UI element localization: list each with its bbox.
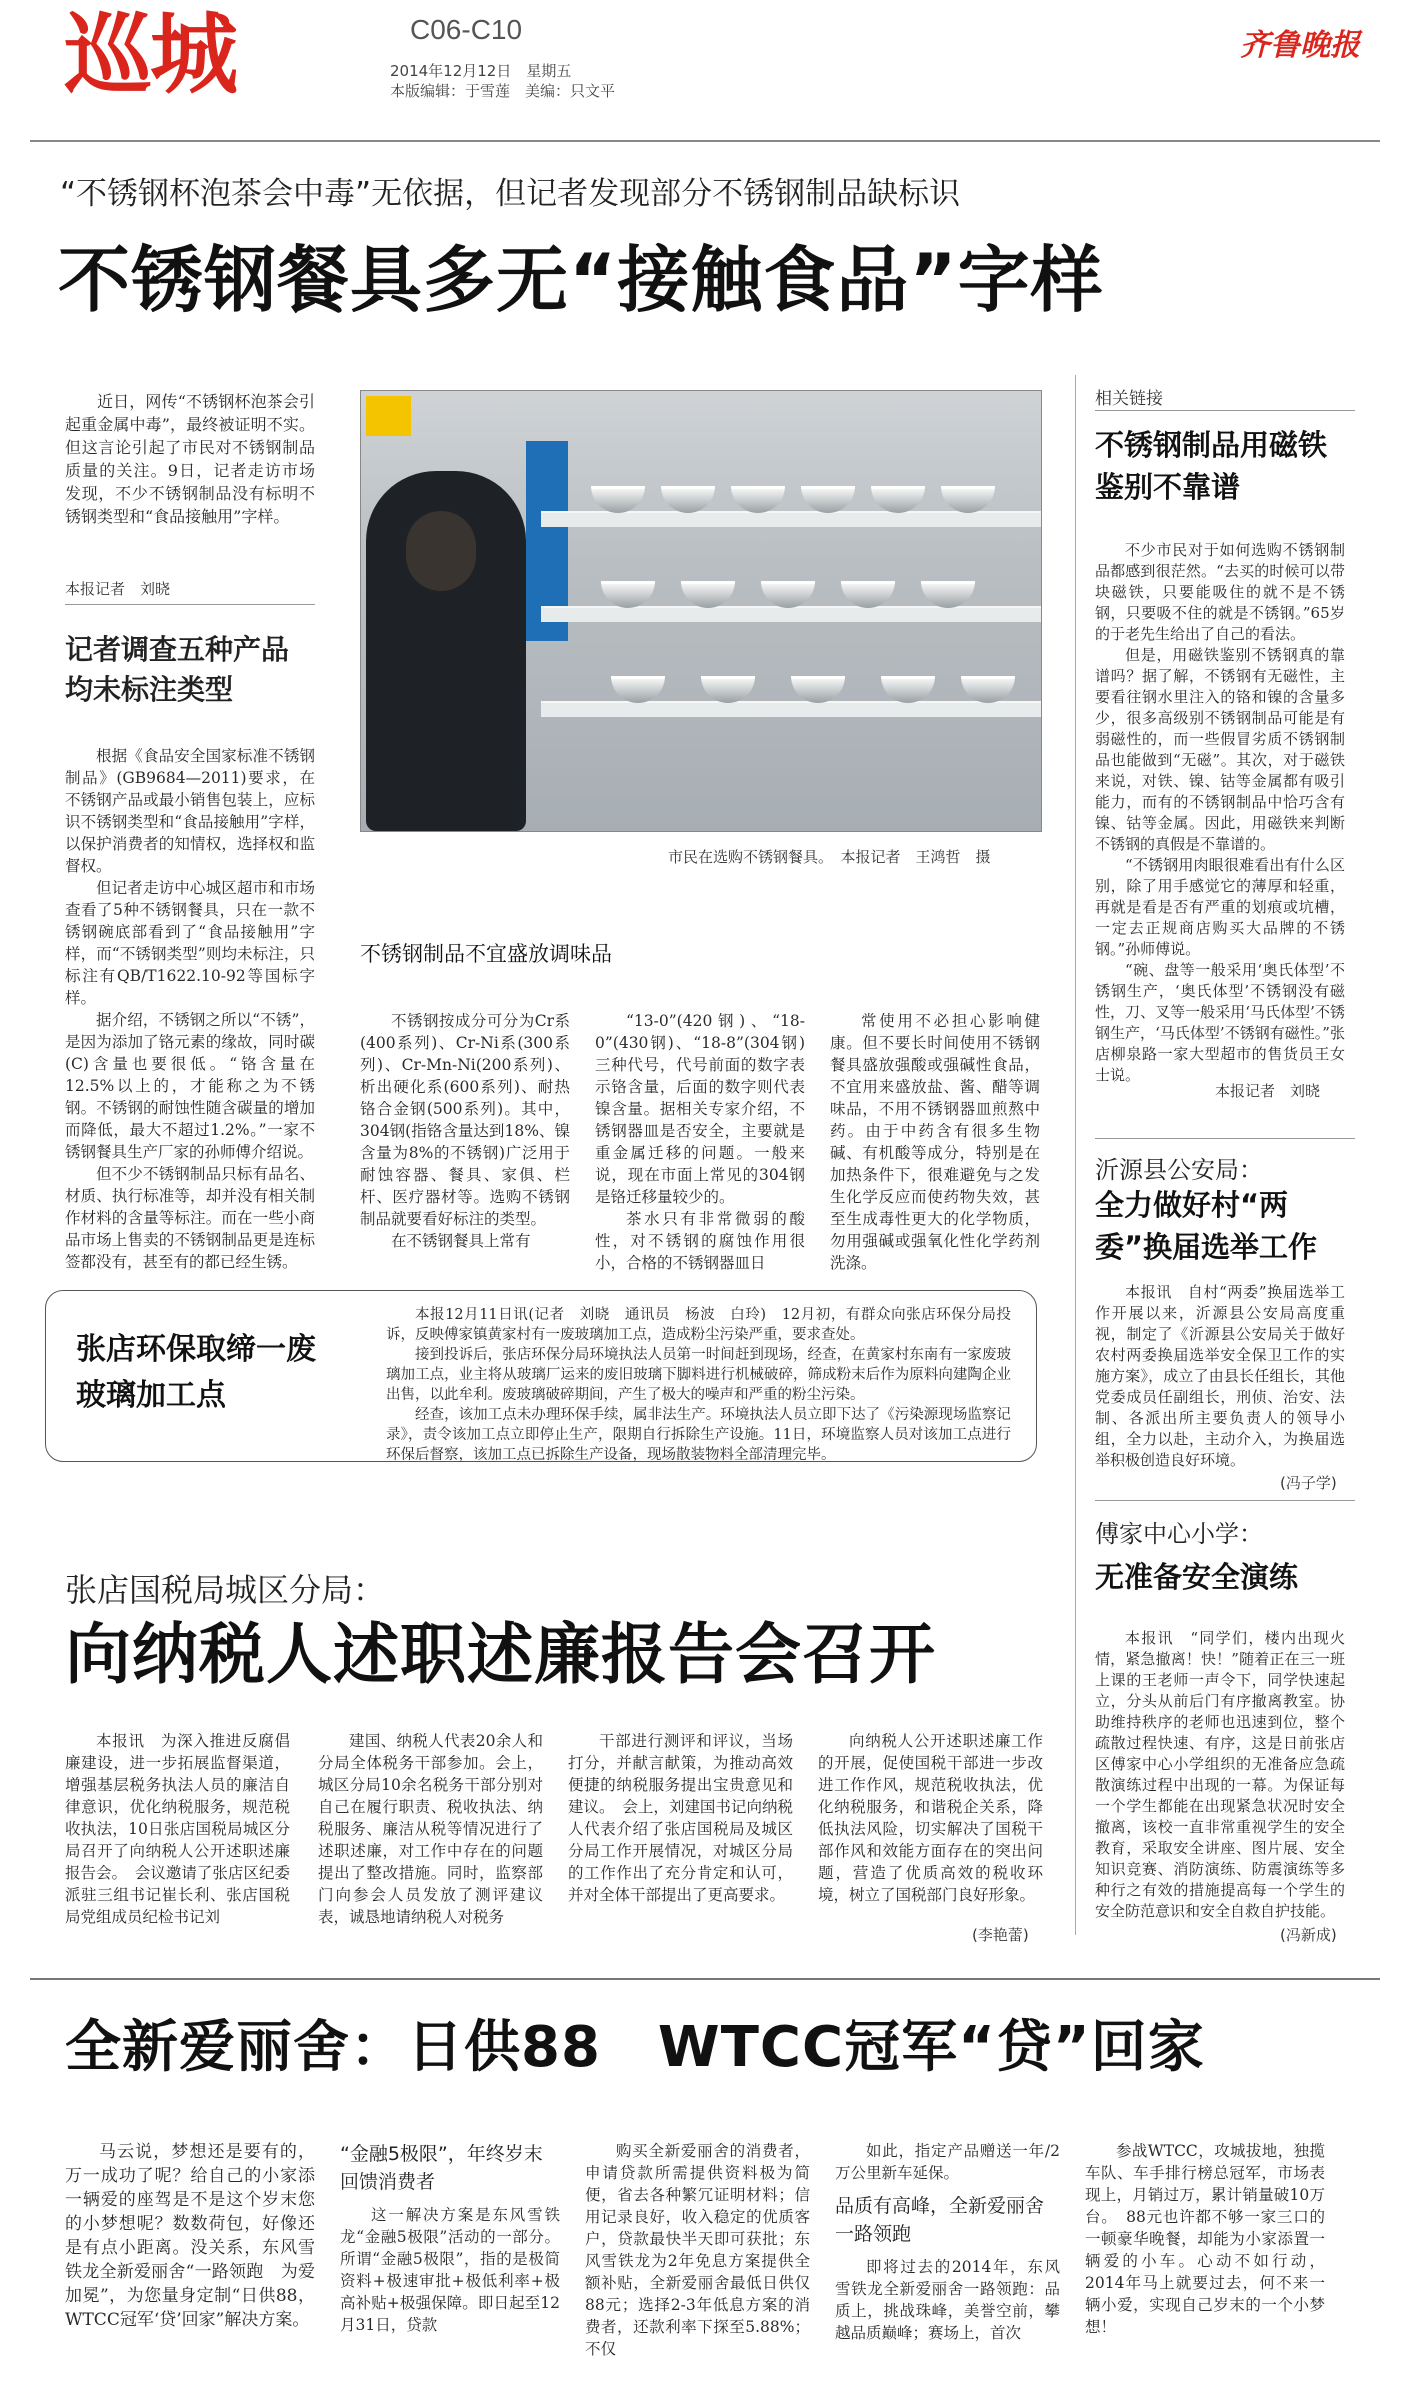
tax-kicker: 张店国税局城区分局：	[65, 1571, 386, 1609]
box-headline: 张店环保取缔一废玻璃加工点	[76, 1332, 316, 1413]
bowl	[791, 676, 845, 703]
related-body	[1095, 540, 1345, 1086]
paragraph: 马云说，梦想还是要有的，万一成功了呢？给自己的小家添一辆爱的座驾是不是这个岁末您的小梦想呢？数数荷包，好像还是有点小距离。没关系，东风雪铁龙全新爱丽舍“一路领跑 为爱加冕”，为您量身定制“日供88，WTCC冠军‘贷’回家”解决方案。	[65, 2142, 315, 2330]
bowl	[681, 581, 735, 608]
ad-col-4	[835, 2140, 1060, 2344]
related-headline: 不锈钢制品用磁铁鉴别不靠谱	[1095, 428, 1328, 504]
bowl	[871, 486, 925, 513]
shopper-figure	[366, 471, 526, 831]
editors-line: 本版编辑：于雪莲 美编：只文平	[390, 82, 616, 100]
paragraph: 建国、纳税人代表20余人和分局全体税务干部参加。会上，城区分局10余名税务干部分别对自己在履行职责、税收执法、纳税服务、廉洁从税等情况进行了述职述廉，对工作中存在的问题提出了整改措施。同时，监察部门向参会人员发放了测评建议表，诚恳地请纳税人对税务	[318, 1732, 543, 1926]
masthead	[0, 0, 1409, 140]
bowl	[611, 676, 665, 703]
paragraph: 购买全新爱丽舍的消费者，申请贷款所需提供资料极为简便，省去各种繁冗证明材料；信用记录良好，收入稳定的优质客户，贷款最快半天即可获批；东风雪铁龙为2年免息方案提供全额补贴，全新爱丽舍最低日供仅88元；选择2-3年低息方案的消费者，还款利率下探至5.88%；不仅	[585, 2142, 810, 2358]
bowl	[761, 581, 815, 608]
paragraph: 本报讯 为深入推进反腐倡廉建设，进一步拓展监督渠道，增强基层税务执法人员的廉洁自律意识，优化纳税服务，规范税收执法，10日张店国税局城区分局召开了向纳税人公开述职述廉报告会。 会议邀请了张店区纪委派驻三组书记崔长利、张店国税局党组成员纪检书记刘	[65, 1732, 290, 1926]
paragraph: 向纳税人公开述职述廉工作的开展，促使国税干部进一步改进工作作风，规范税收执法，优化纳税服务，和谐税企关系，降低执法风险，切实解决了国税干部作风和效能方面存在的突出问题，营造了优质高效的税收环境，树立了国税部门良好形象。	[818, 1732, 1043, 1904]
paragraph: 常使用不必担心影响健康。但不要长时间使用不锈钢餐具盛放强酸或强碱性食品，不宜用来盛放盐、酱、醋等调味品，不用不锈钢器皿煎熬中药。由于中药含有很多生物碱、有机酸等成分，特别是在加热条件下，很难避免与之发生化学反应而使药物失效，甚至生成毒性更大的化学物质，勿用强碱或强氧化性化学药剂洗涤。	[830, 1012, 1040, 1272]
lead-subhead-1: 记者调查五种产品均未标注类型	[65, 633, 290, 706]
column-divider	[1075, 375, 1076, 1935]
paragraph: 茶水只有非常微弱的酸性，对不锈钢的腐蚀作用很小，合格的不锈钢器皿日	[595, 1210, 805, 1272]
paragraph: “13-0”(420钢)、“18-0”(430钢)、“18-8”(304钢)三种代号，代号前面的数字表示铬含量，后面的数字则代表镍含量。据相关专家介绍，不锈钢器皿是否安全，主要就是重金属迁移的问题。一般来说，现在市面上常见的304钢是铬迁移量较少的。	[595, 1012, 805, 1206]
paragraph: 但是，用磁铁鉴别不锈钢真的靠谱吗？据了解，不锈钢有无磁性，主要看往钢水里注入的铬和镍的含量多少，很多高级别不锈钢制品可能是有弱磁性的，而一些假冒劣质不锈钢制品也能做到“无磁”。其次，对于磁铁来说，对铁、镍、钴等金属都有吸引能力，而有的不锈钢制品中恰巧含有镍、钴等金属。因此，用磁铁来判断不锈钢的真假是不靠谱的。	[1095, 646, 1345, 853]
paragraph: 但不少不锈钢制品只标有品名、材质、执行标准等，却并没有相关制作材料的含量等标注。而在一些小商品市场上售卖的不锈钢制品更是连标签都没有，甚至有的都已经生锈。	[65, 1165, 315, 1271]
ad-subhead-1: “金融5极限”，年终岁末回馈消费者	[340, 2143, 543, 2193]
divider	[1095, 410, 1355, 411]
paragraph: 参战WTCC，攻城拔地，独揽车队、车手排行榜总冠军，市场表现上，月销过万，累计销量破10万台。 88元也许都不够一家三口的一顿豪华晚餐，却能为小家添置一辆爱的小车。心动不如行动，2014年马上就要过去，何不来一辆小爱，实现自己岁末的一个小梦想！	[1085, 2142, 1325, 2336]
paragraph: 干部进行测评和评议，当场打分，并献言献策，为推动高效便捷的纳税服务提出宝贵意见和建议。 会上，刘建国书记向纳税人代表介绍了张店国税局及城区分局工作开展情况，对城区分局的工作作出了充分肯定和认可，并对全体干部提出了更高要求。	[568, 1732, 793, 1904]
lead-sub2-col1	[360, 1010, 570, 1252]
related-byline: 本报记者 刘晓	[1215, 1082, 1321, 1100]
lead-sub1-body	[65, 745, 315, 1273]
ad-subhead-2: 品质有高峰，全新爱丽舍一路领跑	[835, 2195, 1045, 2245]
shopper-head	[406, 511, 476, 591]
bowl	[921, 581, 975, 608]
tax-col-4	[818, 1730, 1043, 1906]
box-body	[386, 1305, 1011, 1465]
lead-sub2-col3	[830, 1010, 1040, 1274]
issue-date: 2014年12月12日 星期五	[390, 62, 572, 80]
paragraph: 据介绍，不锈钢之所以“不锈”，是因为添加了铬元素的缘故，同时碳(C)含量也要很低。“铬含量在12.5%以上的，才能称之为不锈钢。不锈钢的耐蚀性随含碳量的增加而降低，最大不超过1.2%。”一家不锈钢餐具生产厂家的孙师傅介绍说。	[65, 1011, 315, 1161]
bowl	[701, 676, 755, 703]
tax-headline: 向纳税人述职述廉报告会召开	[65, 1616, 936, 1693]
school-body	[1095, 1628, 1345, 1922]
bowl	[731, 486, 785, 513]
school-kicker: 傅家中心小学：	[1095, 1520, 1263, 1548]
paragraph: 但记者走访中心城区超市和市场查看了5种不锈钢餐具，只在一款不锈钢碗底部看到了“食品接触用”字样，而“不锈钢类型”则均未标注，只标注有QB/T1622.10-92等国标字样。	[65, 879, 315, 1007]
bowl	[881, 676, 935, 703]
lead-subhead-2: 不锈钢制品不宜盛放调味品	[360, 942, 612, 966]
ad-headline: 全新爱丽舍：日供88 WTCC冠军“贷”回家	[65, 2015, 1205, 2080]
paragraph: 不锈钢按成分可分为Cr系(400系列)、Cr-Ni系(300系列)、Cr-Mn-Ni(200系列)、析出硬化系(600系列)、耐热铬合金钢(500系列)。其中，304钢(指铬含量达到18%、镍含量为8%的不锈钢)广泛用于耐蚀容器、餐具、家俱、栏杆、医疗器材等。选购不锈钢制品就要看好标注的类型。	[360, 1012, 570, 1228]
bowl	[961, 676, 1015, 703]
divider	[1095, 1500, 1355, 1501]
section-title: 巡城	[64, 2, 237, 106]
shelf	[541, 606, 1041, 622]
lead-byline: 本报记者 刘晓	[65, 580, 171, 598]
tax-col-2	[318, 1730, 543, 1928]
lead-sub2-col2	[595, 1010, 805, 1274]
lead-kicker: “不锈钢杯泡茶会中毒”无依据，但记者发现部分不锈钢制品缺标识	[60, 176, 961, 212]
boxed-story	[45, 1290, 1037, 1462]
police-body	[1095, 1282, 1345, 1471]
section-divider	[30, 1978, 1380, 1980]
paragraph: 接到投诉后，张店环保分局环境执法人员第一时间赶到现场，经查，在黄家村东南有一家废玻璃加工点，业主将从玻璃厂运来的废旧玻璃下脚料进行机械破碎，筛成粉末后作为原料向建陶企业出售，以此牟利。废玻璃破碎期间，产生了极大的噪声和严重的粉尘污染。	[386, 1347, 1011, 1403]
related-label: 相关链接	[1095, 389, 1163, 409]
police-kicker: 沂源县公安局：	[1095, 1156, 1263, 1184]
bowl	[801, 486, 855, 513]
bowl	[591, 486, 645, 513]
paragraph: “碗、盘等一般采用‘奥氏体型’不锈钢生产，‘奥氏体型’不锈钢没有磁性，刀、叉等一般采用‘马氏体型’不锈钢生产，‘马氏体型’不锈钢有磁性。”张店柳泉路一家大型超市的售货员王女士说。	[1095, 961, 1345, 1084]
photo-caption: 市民在选购不锈钢餐具。 本报记者 王鸿哲 摄	[668, 848, 991, 866]
shelf	[541, 701, 1041, 717]
divider	[65, 604, 315, 605]
tax-byline: (李艳蕾)	[972, 1926, 1029, 1944]
page-range: C06-C10	[410, 14, 523, 45]
bowl	[941, 486, 995, 513]
bowl	[601, 581, 655, 608]
lead-headline: 不锈钢餐具多无“接触食品”字样	[58, 238, 1104, 322]
ad-col-1	[65, 2140, 315, 2332]
ad-col-2	[340, 2140, 560, 2336]
lead-intro-text: 近日，网传“不锈钢杯泡茶会引起重金属中毒”，最终被证明不实。但这言论引起了市民对不锈钢制品质量的关注。9日，记者走访市场发现，不少不锈钢制品没有标明不锈钢类型和“食品接触用”字样。	[65, 392, 315, 526]
bowl	[841, 581, 895, 608]
tax-col-1	[65, 1730, 290, 1928]
paragraph: “不锈钢用肉眼很难看出有什么区别，除了用手感觉它的薄厚和轻重，再就是看是否有严重的划痕或坑槽，一定去正规商店购买大品牌的不锈钢。”孙师傅说。	[1095, 856, 1345, 958]
paragraph: 这一解决方案是东风雪铁龙“金融5极限”活动的一部分。所谓“金融5极限”，指的是极简资料+极速审批+极低利率+极高补贴+极强保障。即日起至12月31日，贷款	[340, 2206, 560, 2334]
paragraph: 不少市民对于如何选购不锈钢制品都感到很茫然。“去买的时候可以带块磁铁，只要能吸住的就不是不锈钢，只要吸不住的就是不锈钢。”65岁的于老先生给出了自己的看法。	[1095, 541, 1345, 643]
paragraph: 本报12月11日讯(记者 刘晓 通讯员 杨波 白玲) 12月初，有群众向张店环保分局投诉，反映傅家镇黄家村有一废玻璃加工点，造成粉尘污染严重，要求查处。	[386, 1307, 1011, 1343]
school-byline: (冯新成)	[1280, 1926, 1337, 1944]
paragraph: 本报讯 “同学们，楼内出现火情，紧急撤离！快！”随着正在三一班上课的王老师一声令下，同学快速起立，分头从前后门有序撤离教室。协助维持秩序的老师也迅速到位，整个疏散过程快速、有序，这是日前张店区傅家中心小学组织的无准备应急疏散演练过程中出现的一幕。为保证每一个学生都能在出现紧急状况时安全撤离，该校一直非常重视学生的安全教育，采取安全讲座、图片展、安全知识竞赛、消防演练、防震演练等多种行之有效的措施提高每一个学生的安全防范意识和安全自救自护技能。	[1095, 1629, 1345, 1920]
paragraph: 在不锈钢餐具上常有	[391, 1232, 531, 1250]
tax-col-3	[568, 1730, 793, 1906]
paragraph: 本报讯 自村“两委”换届选举工作开展以来，沂源县公安局高度重视，制定了《沂源县公安局关于做好农村两委换届选举安全保卫工作的实施方案》，成立了由县长任组长，其他党委成员任副组长，刑侦、治安、法制、各派出所主要负责人的领导小组，全力以赴，主动介入，为换届选举积极创造良好环境。	[1095, 1283, 1345, 1469]
paragraph: 即将过去的2014年，东风雪铁龙全新爱丽舍一路领跑：品质上，挑战珠峰，美誉空前，攀越品质巅峰；赛场上，首次	[835, 2258, 1060, 2342]
newspaper-brand: 齐鲁晚报	[1240, 28, 1360, 63]
shelf	[541, 511, 1041, 527]
police-headline: 全力做好村“两委”换届选举工作	[1095, 1188, 1318, 1264]
divider	[1095, 1138, 1355, 1139]
paragraph: 如此，指定产品赠送一年/2万公里新车延保。	[835, 2142, 1060, 2182]
price-sign	[366, 396, 411, 436]
bowl	[661, 486, 715, 513]
ad-col-3	[585, 2140, 810, 2360]
lead-photo	[360, 390, 1042, 832]
masthead-divider	[30, 140, 1380, 142]
lead-intro	[65, 390, 315, 528]
paragraph: 根据《食品安全国家标准不锈钢制品》(GB9684—2011)要求，在不锈钢产品或最小销售包装上，应标识不锈钢类型和“食品接触用”字样，以保护消费者的知情权，选择权和监督权。	[65, 747, 315, 875]
police-byline: (冯子学)	[1280, 1474, 1337, 1492]
school-headline: 无准备安全演练	[1095, 1560, 1299, 1594]
paragraph: 经查，该加工点未办理环保手续，属非法生产。环境执法人员立即下达了《污染源现场监察记录》，责令该加工点立即停止生产，限期自行拆除生产设施。11日，环境监察人员对该加工点进行环保后督察，该加工点已拆除生产设备，现场散装物料全部清理完毕。	[386, 1407, 1011, 1463]
ad-col-5	[1085, 2140, 1325, 2338]
